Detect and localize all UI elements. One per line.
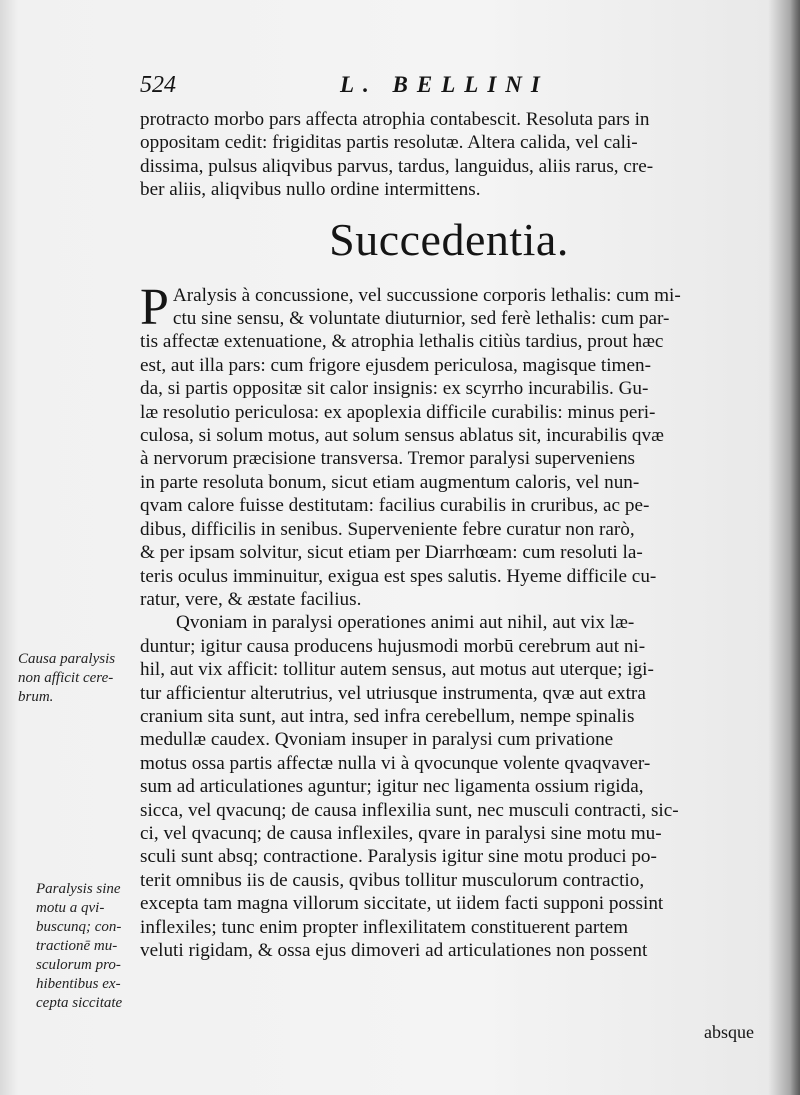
text-line: tis affectæ extenuatione, & atrophia lethalis citiùs tardius, prout hæc: [140, 331, 664, 353]
margin-note-line: non afficit cere-: [18, 670, 114, 686]
text-line: sicca, vel qvacunq; de causa inflexilia sunt, nec musculi contracti, sic-: [140, 799, 679, 821]
text-line: veluti rigidam, & ossa ejus dimoveri ad articulationes non possent: [140, 940, 648, 961]
text-line: ctu sine sensu, & voluntate diuturnior, sed ferè lethalis: cum par-: [172, 308, 670, 330]
text-line: excepta tam magna villorum siccitate, ut iidem facti supponi possint: [140, 893, 664, 915]
running-head: L. BELLINI: [340, 72, 549, 97]
text-line: medullæ caudex. Qvoniam insuper in paralysi cum privatione: [140, 729, 614, 751]
page-edge-shadow: [790, 0, 800, 1095]
drop-cap: P: [140, 278, 169, 336]
text-line: da, si partis oppositæ sit calor insignis: ex scyrrho incurabilis. Gu-: [140, 378, 649, 400]
intro-paragraph: [140, 108, 758, 202]
margin-note-paralysis: [36, 880, 140, 1013]
paragraph-causes: [140, 611, 758, 962]
margin-note-cause: [18, 650, 140, 707]
main-text: [140, 108, 758, 962]
margin-note-line: tractionē mu-: [36, 938, 118, 954]
margin-note-line: Causa paralysis: [18, 651, 116, 667]
page-number: 524: [140, 72, 176, 98]
text-line: teris oculus imminuitur, exigua est spes salutis. Hyeme difficile cu-: [140, 565, 657, 587]
margin-note-line: brum.: [18, 689, 54, 705]
section-heading: Succedentia.: [329, 213, 569, 265]
paragraph-prognosis: [140, 278, 758, 612]
text-line: motus ossa partis affectæ nulla vi à qvocunque volente qvaqvaver-: [140, 752, 651, 774]
text-line: & per ipsam solvitur, sicut etiam per Diarrhœam: cum resoluti la-: [140, 542, 643, 564]
text-line: Aralysis à concussione, vel succussione corporis lethalis: cum mi-: [172, 284, 681, 306]
text-line: duntur; igitur causa producens hujusmodi morbū cerebrum aut ni-: [140, 635, 646, 657]
text-line: Qvoniam in paralysi operationes animi aut nihil, aut vix læ-: [176, 612, 635, 634]
margin-note-line: cepta siccitate: [36, 995, 123, 1011]
text-line: ci, vel qvacunq; de causa inflexiles, qvare in paralysi sine motu mu-: [140, 822, 662, 844]
text-line: tur afficientur alterutrius, vel utriusque instrumenta, qvæ aut extra: [140, 682, 646, 704]
text-line: qvam calore fuisse destitutam: facilius curabilis in cruribus, ac pe-: [140, 495, 650, 517]
text-line: oppositam cedit: frigiditas partis resolutæ. Altera calida, vel cali-: [140, 132, 638, 154]
text-line: protracto morbo pars affecta atrophia contabescit. Resoluta pars in: [140, 109, 650, 130]
text-line: terit omnibus iis de causis, qvibus tollitur musculorum contractio,: [140, 869, 645, 891]
margin-note-line: sculorum pro-: [36, 957, 121, 973]
text-line: in parte resoluta bonum, sicut etiam augmentum caloris, vel nun-: [140, 471, 640, 493]
catchword: absque: [704, 1022, 754, 1042]
text-line: culosa, si solum motus, aut solum sensus ablatus sit, incurabilis qvæ: [140, 425, 664, 447]
margin-note-line: Paralysis sine: [36, 881, 121, 897]
page-header: [140, 72, 760, 106]
text-line: ber aliis, aliqvibus nullo ordine intermittens.: [140, 179, 481, 201]
margin-note-line: hibentibus ex-: [36, 976, 121, 992]
text-line: ratur, vere, & æstate facilius.: [140, 588, 362, 610]
text-line: læ resolutio periculosa: ex apoplexia difficile curabilis: minus peri-: [140, 401, 656, 423]
text-line: sculi sunt absq; contractione. Paralysis igitur sine motu produci po-: [140, 846, 657, 868]
text-line: hil, aut vix afficit: tollitur autem sensus, aut motus aut uterque; igi-: [140, 659, 654, 681]
text-line: à nervorum præcisione transversa. Tremor paralysi superveniens: [140, 448, 636, 470]
margin-note-line: buscunq; con-: [36, 919, 122, 935]
margin-note-line: motu a qvi-: [36, 900, 105, 916]
text-line: est, aut illa pars: cum frigore ejusdem periculosa, magisque timen-: [140, 354, 651, 376]
text-line: dibus, difficilis in senibus. Superveniente febre curatur non rarò,: [140, 518, 635, 540]
text-line: dissima, pulsus aliqvibus parvus, tardus, languidus, aliis rarus, cre-: [140, 155, 654, 177]
text-line: sum ad articulationes aguntur; igitur nec ligamenta ossium rigida,: [140, 776, 644, 798]
text-line: inflexiles; tunc enim propter inflexilitatem constituerent partem: [140, 916, 629, 938]
text-line: cranium sita sunt, aut intra, sed infra cerebellum, nempe spinalis: [140, 705, 635, 727]
